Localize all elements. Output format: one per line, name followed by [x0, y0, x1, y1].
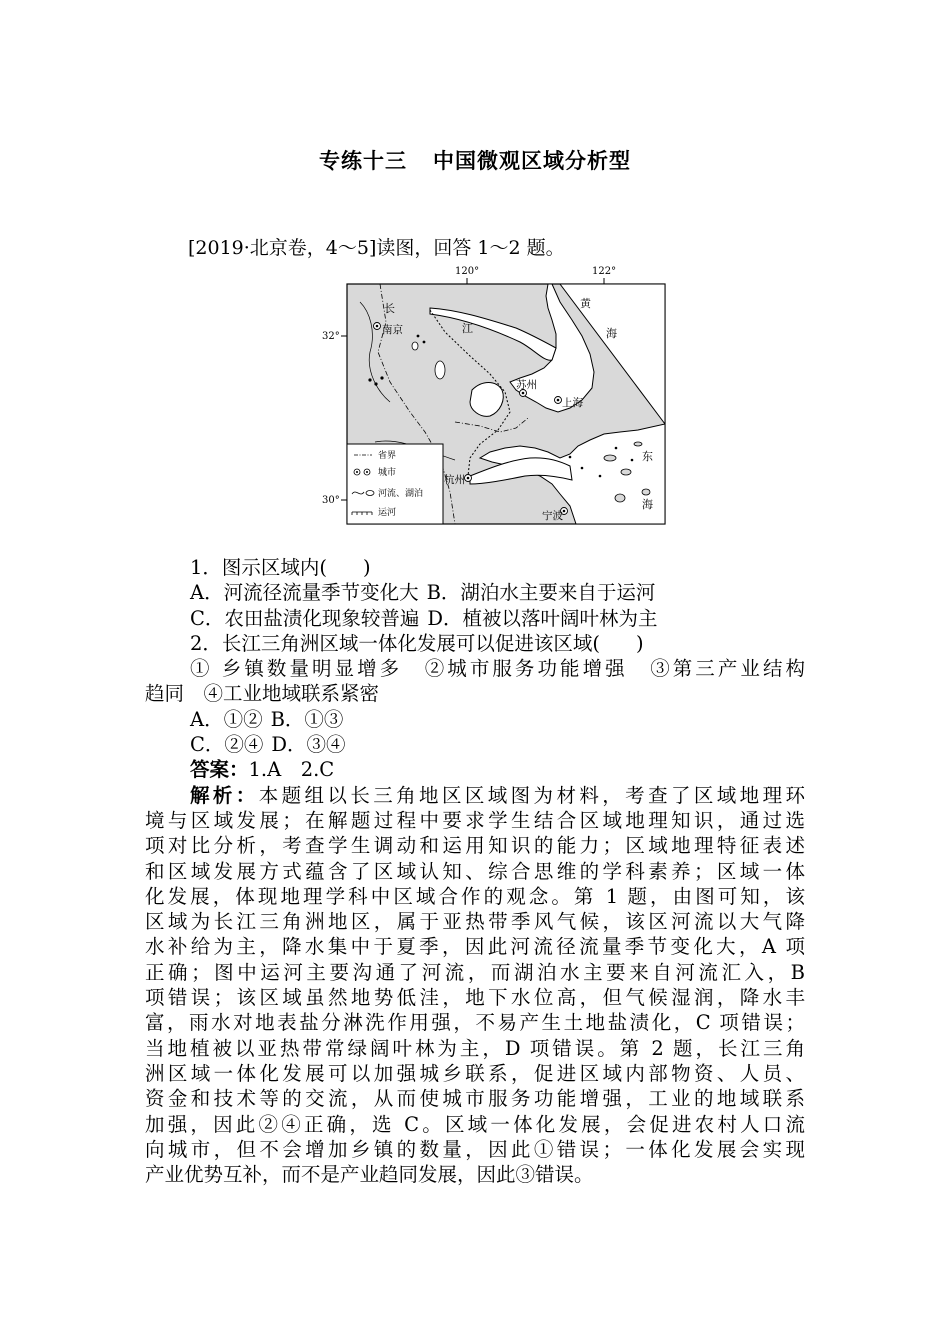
q2-options-ab	[145, 707, 805, 732]
q2-items-line2: 趋同 ④工业地域联系紧密	[145, 682, 380, 706]
analysis-line: 区域为长江三角洲地区，属于亚热带季风气候，该区河流以大气降	[145, 910, 805, 934]
analysis-line: 项对比分析，考查学生调动和运用知识的能力；区域地理特征表述	[145, 834, 805, 858]
island	[615, 494, 625, 502]
q1-option-d: D．植被以落叶阔叶林为主	[427, 606, 658, 630]
label-dong: 东	[642, 450, 653, 463]
lon-label-120: 120°	[455, 266, 480, 277]
island	[634, 442, 642, 446]
q2-option-c: C．②④	[190, 733, 264, 757]
question-intro: [2019·北京卷，4～5]读图，回答 1～2 题。	[188, 237, 565, 259]
legend-canal-label: 运河	[378, 508, 397, 518]
analysis-last-line: 产业优势互补，而不是产业趋同发展，因此③错误。	[145, 1163, 594, 1187]
analysis-label: 解析：	[190, 783, 259, 807]
analysis-line: 当地植被以亚热带常绿阔叶林为主，D 项错误。第 2 题，长江三角	[145, 1036, 805, 1060]
label-nanjing: 南京	[382, 324, 403, 336]
q1-options-cd	[145, 606, 805, 631]
lat-label-30: 30°	[322, 495, 340, 506]
q1-options-ab	[145, 580, 805, 605]
label-huang: 黄	[580, 297, 591, 310]
q1-option-b: B．湖泊水主要来自于运河	[426, 581, 656, 605]
analysis-line: 资金和技术等的交流，从而使城市服务功能增强，工业的地域联系	[145, 1087, 805, 1111]
analysis-line: 正确；图中运河主要沟通了河流，而湖泊水主要来自河流汇入，B	[145, 960, 805, 984]
q2-option-d: D．③④	[271, 733, 346, 757]
analysis-line: 富，雨水对地表盐分淋洗作用强，不易产生土地盐渍化，C 项错误；	[145, 1011, 805, 1035]
q2-option-a: A．①②	[190, 707, 263, 731]
label-shanghai: 上海	[562, 397, 583, 409]
analysis-first-line: 解析：本题组以长三角地区区域图为材料，考查了区域地理环	[190, 783, 805, 807]
lat-label-32: 32°	[322, 331, 340, 342]
legend-border-label: 省界	[378, 451, 397, 461]
q1-option-c: C．农田盐渍化现象较普遍	[190, 606, 420, 630]
answer-value: 1.A 2.C	[248, 758, 335, 782]
analysis-line: 化发展，体现地理学科中区域合作的观念。第 1 题，由图可知，该	[145, 884, 805, 908]
label-chang: 长	[384, 302, 395, 315]
island	[621, 469, 631, 475]
lake	[435, 361, 445, 379]
island	[642, 489, 650, 495]
lake	[412, 342, 418, 350]
analysis-line: 加强，因此②④正确，选 C。区域一体化发展，会促进农村人口流	[145, 1112, 805, 1136]
answer-label: 答案：	[190, 758, 249, 782]
title-part2: 中国微观区域分析型	[433, 149, 631, 173]
legend-river-label: 河流、湖泊	[378, 489, 424, 499]
lon-label-122: 122°	[592, 266, 617, 277]
question-body	[145, 555, 805, 1187]
analysis-line: 洲区域一体化发展可以加强城乡联系，促进区域内部物资、人员、	[145, 1061, 805, 1085]
q2-items-line1: ① 乡镇数量明显增多 ②城市服务功能增强 ③第三产业结构	[190, 657, 805, 681]
analysis-line: 向城市，但不会增加乡镇的数量，因此①错误；一体化发展会实现	[145, 1137, 805, 1161]
analysis-line: 水补给为主，降水集中于夏季，因此河流径流量季节变化大，A 项	[145, 935, 805, 959]
q1-option-a: A．河流径流量季节变化大	[190, 581, 419, 605]
q2-option-b: B．①③	[270, 707, 344, 731]
analysis-line: 项错误；该区域虽然地势低洼，地下水位高，但气候湿润，降水丰	[145, 986, 805, 1010]
page-title	[0, 145, 950, 175]
label-ningbo: 宁波	[542, 510, 563, 522]
legend-city-label: 城市	[378, 468, 397, 478]
label-jiang: 江	[462, 322, 473, 335]
map-legend	[347, 444, 443, 524]
analysis-line: 和区域发展方式蕴含了区域认知、综合思维的学科素养；区域一体	[145, 859, 805, 883]
label-hangzhou: 杭州	[444, 474, 465, 486]
q2-stem: 2．长江三角洲区域一体化发展可以促进该区域( )	[190, 631, 644, 655]
analysis-line: 境与区域发展；在解题过程中要求学生结合区域地理知识，通过选	[145, 808, 805, 832]
yangtze-delta-map	[320, 262, 670, 532]
island	[604, 455, 616, 461]
label-suzhou: 苏州	[516, 379, 537, 391]
q1-stem: 1．图示区域内( )	[190, 556, 371, 579]
title-part1: 专练十三	[319, 149, 407, 173]
answer-line	[145, 757, 805, 782]
label-hai-east: 海	[642, 498, 653, 511]
q2-options-cd	[145, 732, 805, 757]
label-hai-yellow: 海	[606, 327, 617, 340]
